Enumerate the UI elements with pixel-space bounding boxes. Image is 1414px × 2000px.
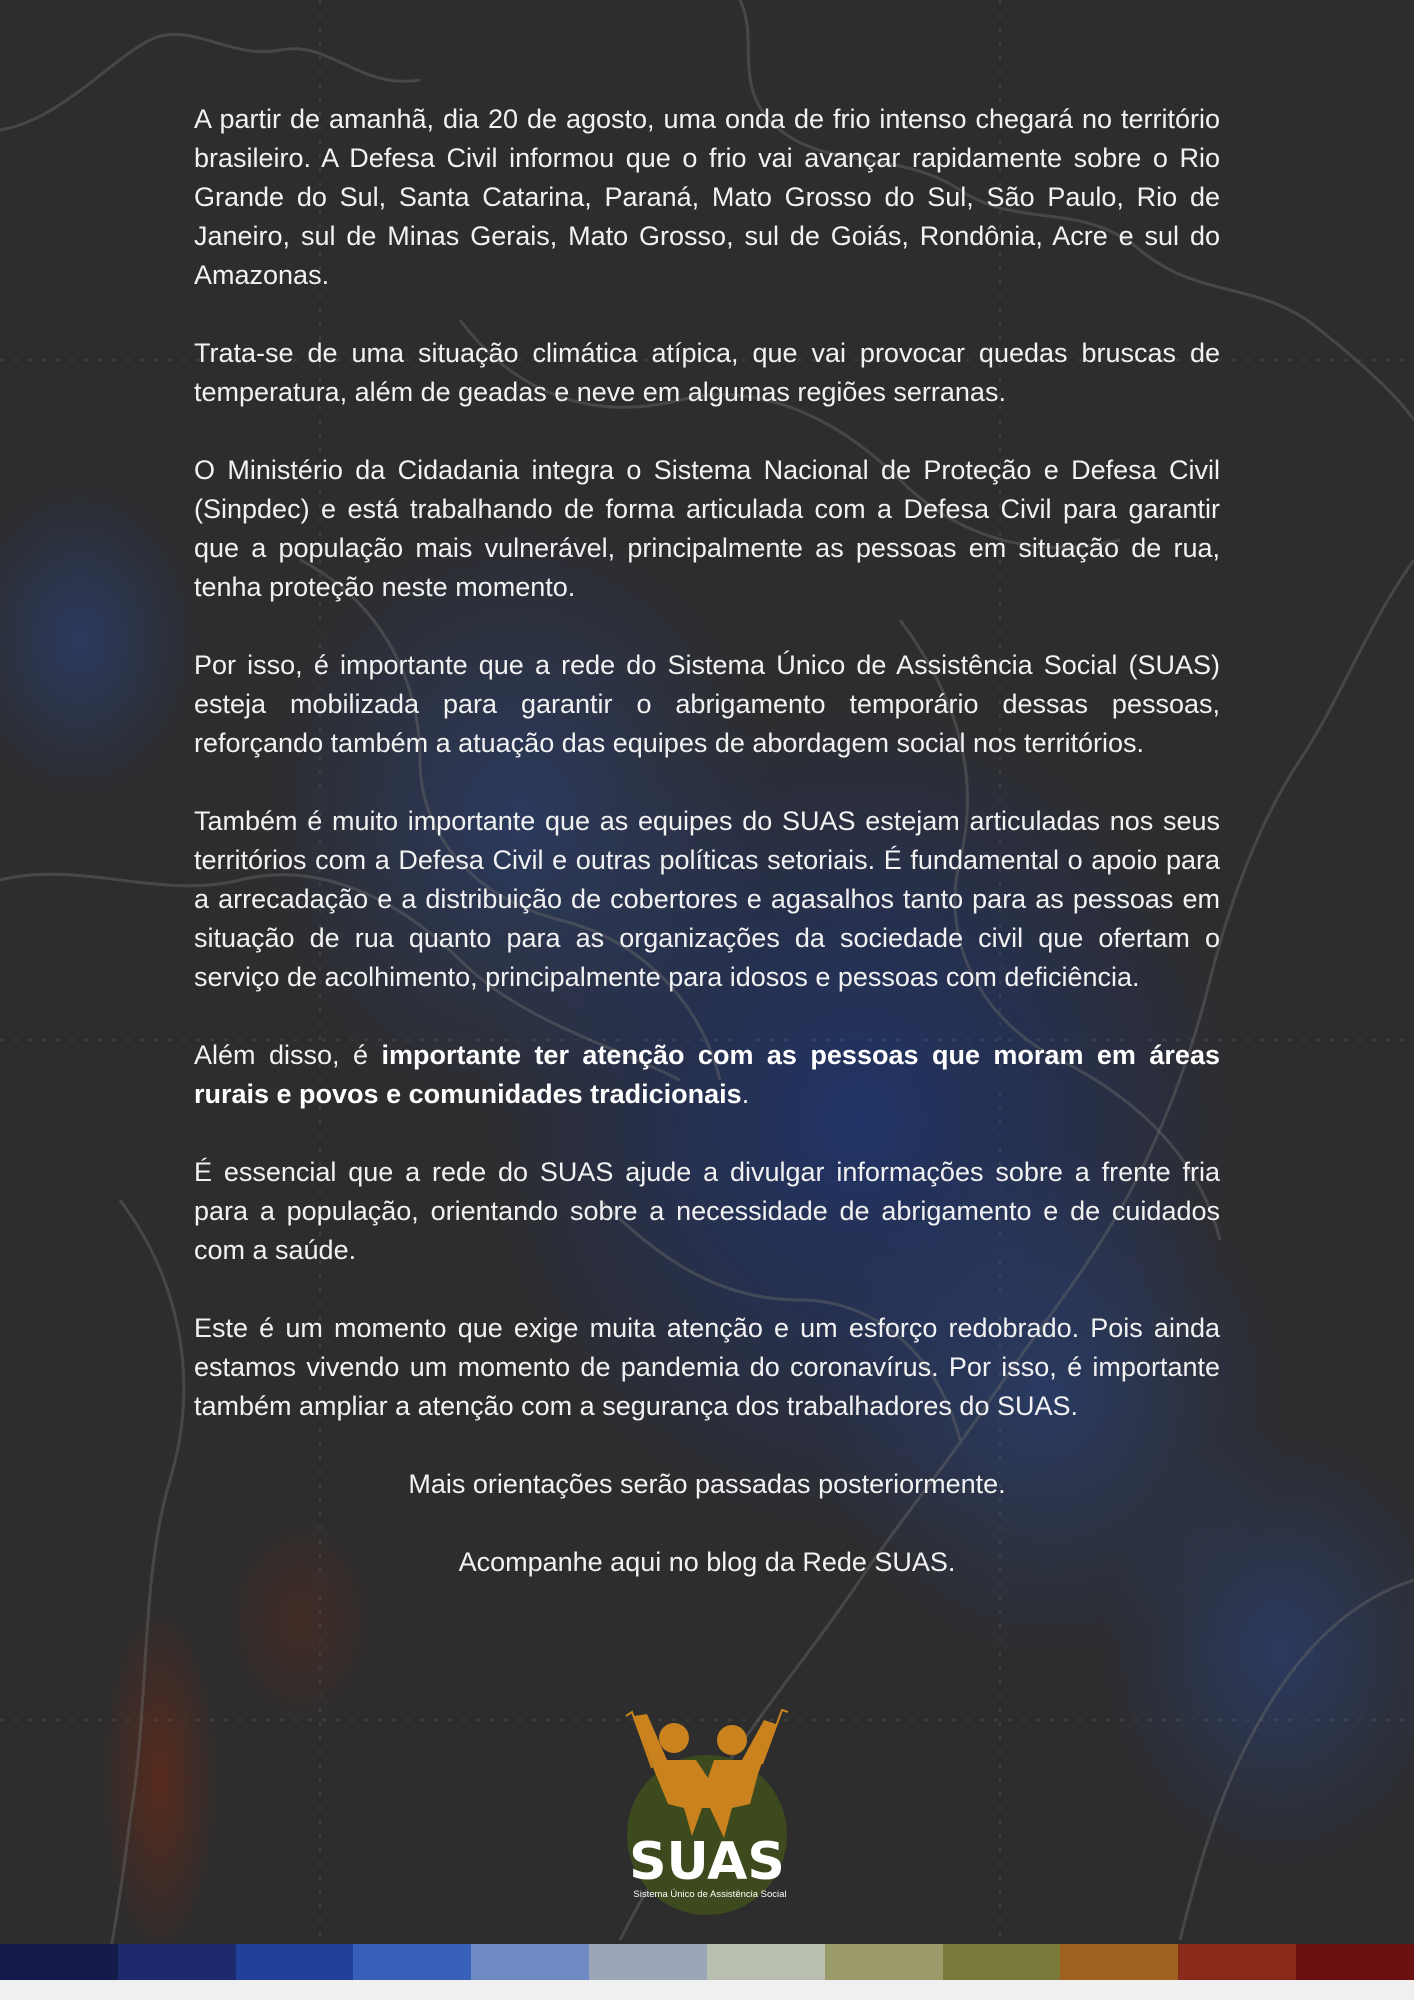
paragraph: Este é um momento que exige muita atenção e um esforço redobrado. Pois ainda estamos vivendo um momento de pandemia do coronavírus. Por isso, é importante também ampliar a atenção com a segurança dos trabalhadores do SUAS.	[194, 1313, 1220, 1421]
paragraph	[194, 1036, 1220, 1114]
color-scale-bar	[0, 1944, 1414, 2000]
logo-subtitle: Sistema Único de Assistência Social	[633, 1889, 787, 1900]
paragraph: O Ministério da Cidadania integra o Sistema Nacional de Proteção e Defesa Civil (Sinpdec) e está trabalhando de forma articulada com a Defesa Civil para garantir que a população mais vulnerável, principalmente as pessoas em situação de rua, tenha proteção neste momento.	[194, 455, 1220, 602]
color-scale-swatch	[943, 1944, 1061, 1980]
paragraph: Trata-se de uma situação climática atípica, que vai provocar quedas bruscas de temperatura, além de geadas e neve em algumas regiões serranas.	[194, 338, 1220, 407]
suas-logo	[612, 1708, 802, 1918]
color-scale-swatch	[0, 1944, 118, 1980]
paragraph: Por isso, é importante que a rede do Sistema Único de Assistência Social (SUAS) esteja mobilizada para garantir o abrigamento temporário dessas pessoas, reforçando também a atuação das equipes de abordagem social nos territórios.	[194, 650, 1220, 758]
blog-link-note: Acompanhe aqui no blog da Rede SUAS.	[458, 1547, 956, 1577]
bold-highlight: importante ter atenção com as pessoas que moram em áreas rurais e povos e comunidades tradicionais	[194, 1040, 1220, 1109]
closing-note: Mais orientações serão passadas posteriormente.	[408, 1469, 1006, 1499]
color-scale-swatch	[825, 1944, 943, 1980]
paragraph-text: .	[741, 1079, 750, 1109]
color-scale-swatch	[118, 1944, 236, 1980]
color-scale-swatch	[707, 1944, 825, 1980]
paragraph-text: Além disso, é	[194, 1040, 382, 1070]
color-scale-swatches	[0, 1944, 1414, 1980]
color-scale-swatch	[236, 1944, 354, 1980]
color-scale-swatch	[1296, 1944, 1414, 1980]
color-scale-swatch	[1178, 1944, 1296, 1980]
color-scale-ticks	[0, 1980, 1414, 2000]
color-scale-swatch	[471, 1944, 589, 1980]
logo-wordmark: SUAS	[629, 1832, 785, 1892]
paragraph: Também é muito importante que as equipes do SUAS estejam articuladas nos seus territórios com a Defesa Civil e outras políticas setoriais. É fundamental o apoio para a arrecadação e a distribuição de cobertores e agasalhos tanto para as pessoas em situação de rua quanto para as organizações da sociedade civil que ofertam o serviço de acolhimento, principalmente para idosos e pessoas com deficiência.	[194, 806, 1220, 992]
paragraph: A partir de amanhã, dia 20 de agosto, uma onda de frio intenso chegará no território brasileiro. A Defesa Civil informou que o frio vai avançar rapidamente sobre o Rio Grande do Sul, Santa Catarina, Paraná, Mato Grosso do Sul, São Paulo, Rio de Janeiro, sul de Minas Gerais, Mato Grosso, sul de Goiás, Rondônia, Acre e sul do Amazonas.	[194, 104, 1220, 290]
color-scale-swatch	[1060, 1944, 1178, 1980]
paragraph: É essencial que a rede do SUAS ajude a divulgar informações sobre a frente fria para a população, orientando sobre a necessidade de abrigamento e de cuidados com a saúde.	[194, 1157, 1220, 1265]
article-body	[194, 100, 1220, 1621]
color-scale-swatch	[353, 1944, 471, 1980]
color-scale-swatch	[589, 1944, 707, 1980]
